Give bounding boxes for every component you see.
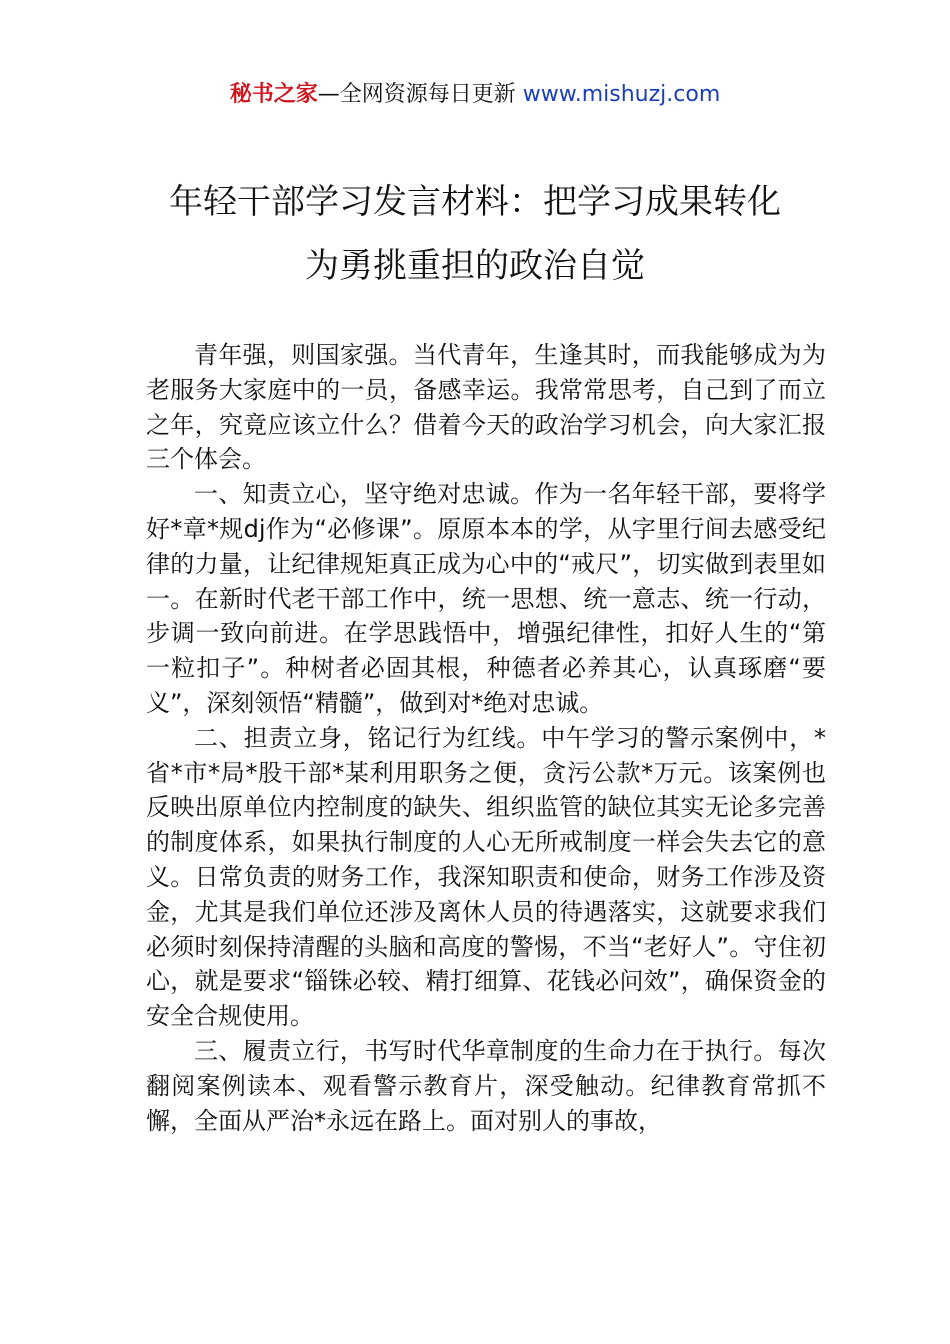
paragraph-point-2: 二、担责立身，铭记行为红线。中午学习的警示案例中，*省*市*局*股干部*某利用职务之便，贪污公款*万元。该案例也反映出原单位内控制度的缺失、组织监管的缺位其实无论多完善的制度体系，如果执行制度的人心无所戒制度一样会失去它的意义。日常负责的财务工作，我深知职责和使命，财务工作涉及资金，尤其是我们单位还涉及离休人员的待遇落实，这就要求我们必须时刻保持清醒的头脑和高度的警惕，不当“老好人”。守住初心，就是要求“锱铢必较、精打细算、花钱必问效”，确保资金的安全合规使用。 [146, 723, 826, 1031]
site-tagline: —全网资源每日更新 [317, 82, 523, 107]
site-url[interactable]: www.mishuzj.com [522, 82, 721, 107]
title-line-1: 年轻干部学习发言材料：把学习成果转化 [169, 182, 781, 222]
document-body [146, 338, 826, 1138]
site-header [0, 80, 950, 110]
paragraph-point-3: 三、履责立行，书写时代华章制度的生命力在于执行。每次翻阅案例读本、观看警示教育片，深受触动。纪律教育常抓不懈，全面从严治*永远在路上。面对别人的事故， [146, 1036, 826, 1135]
paragraph-intro: 青年强，则国家强。当代青年，生逢其时，而我能够成为为老服务大家庭中的一员，备感幸运。我常常思考，自己到了而立之年，究竟应该立什么？借着今天的政治学习机会，向大家汇报三个体会。 [146, 341, 826, 474]
site-brand: 秘书之家 [229, 82, 318, 107]
title-line-2: 为勇挑重担的政治自觉 [305, 246, 645, 286]
document-title [0, 170, 950, 298]
paragraph-point-1: 一、知责立心，坚守绝对忠诚。作为一名年轻干部，要将学好*章*规dj作为“必修课”。原原本本的学，从字里行间去感受纪律的力量，让纪律规矩真正成为心中的“戒尺”，切实做到表里如一。在新时代老干部工作中，统一思想、统一意志、统一行动，步调一致向前进。在学思践悟中，增强纪律性，扣好人生的“第一粒扣子”。种树者必固其根，种德者必养其心，认真琢磨“要义”，深刻领悟“精髓”，做到对*绝对忠诚。 [146, 480, 826, 717]
